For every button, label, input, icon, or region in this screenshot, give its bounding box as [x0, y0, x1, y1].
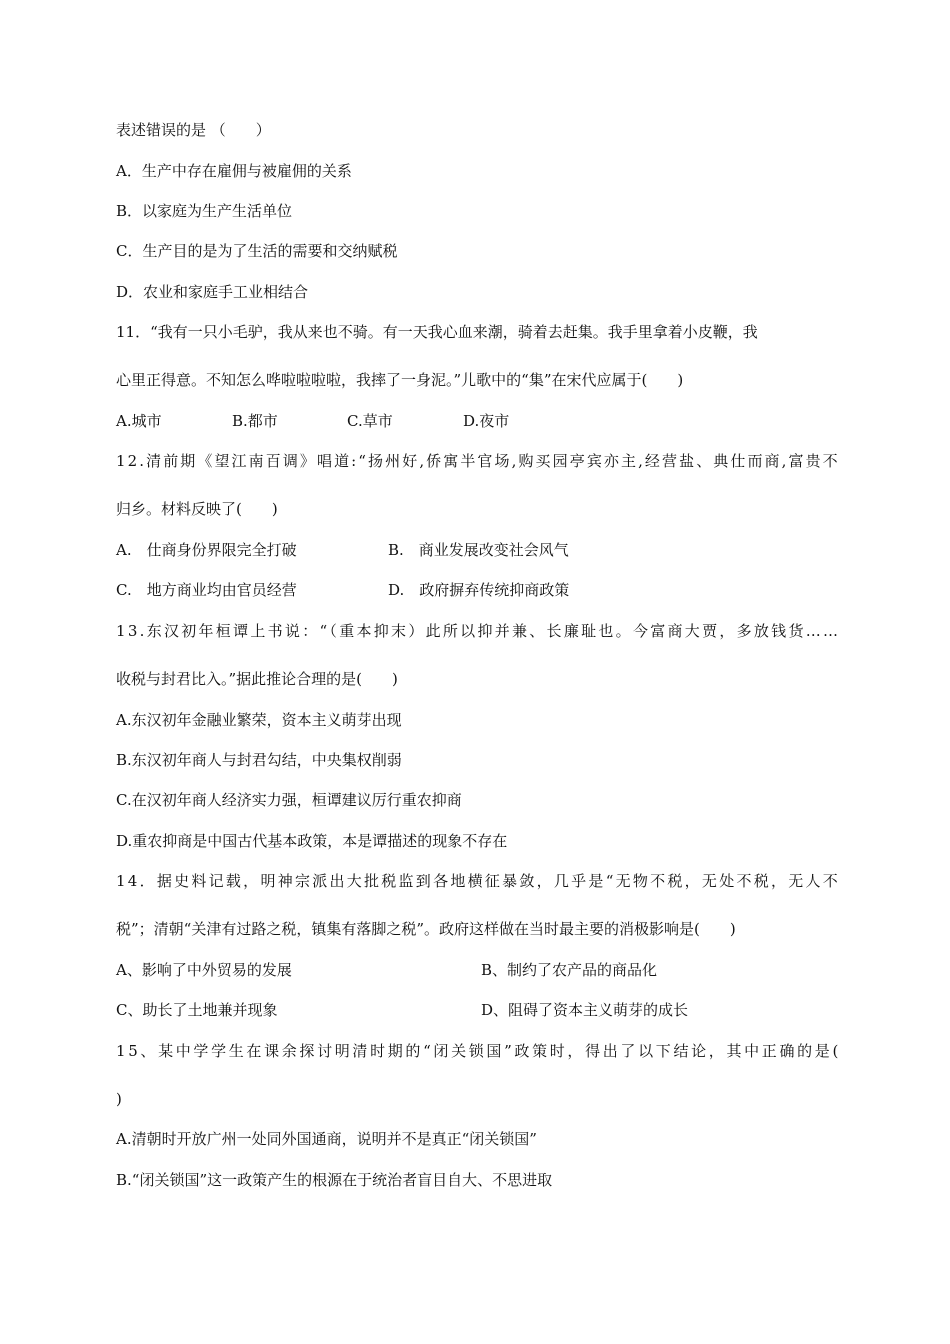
- q12-option-a: A. 仕商身份界限完全打破: [116, 541, 297, 559]
- q10-option-c: C．生产目的是为了生活的需要和交纳赋税: [116, 242, 398, 260]
- q12-option-c: C. 地方商业均由官员经营: [116, 581, 297, 599]
- q15-stem-line2: ): [116, 1090, 122, 1108]
- q13-option-a: A.东汉初年金融业繁荣，资本主义萌芽出现: [116, 711, 402, 729]
- q14-option-c: C、助长了土地兼并现象: [116, 1001, 278, 1019]
- q12-stem-line1: 12.清前期《望江南百调》唱道:“扬州好,侨寓半官场,购买园亭宾亦主,经营盐、典仕而商,富贵不: [116, 452, 840, 470]
- q15-option-b: B.“闭关锁国”这一政策产生的根源在于统治者盲目自大、不思进取: [116, 1171, 553, 1189]
- q15-option-a: A.清朝时开放广州一处同外国通商，说明并不是真正“闭关锁国”: [116, 1130, 537, 1148]
- q10-option-a: A．生产中存在雇佣与被雇佣的关系: [116, 162, 352, 180]
- q14-option-d: D、阻碍了资本主义萌芽的成长: [481, 1001, 689, 1019]
- q13-option-c: C.在汉初年商人经济实力强，桓谭建议厉行重农抑商: [116, 791, 462, 809]
- q14-stem-line1: 14．据史料记载，明神宗派出大批税监到各地横征暴敛，几乎是“无物不税，无处不税，无人不: [116, 872, 841, 890]
- q12-stem-line2: 归乡。材料反映了( ): [116, 500, 278, 518]
- q13-stem-line2: 收税与封君比入。”据此推论合理的是( ): [116, 670, 398, 688]
- q12-option-b: B. 商业发展改变社会风气: [388, 541, 569, 559]
- q11-stem-line1: 11．“我有一只小毛驴，我从来也不骑。有一天我心血来潮，骑着去赶集。我手里拿着小皮鞭，我: [116, 323, 758, 341]
- q12-option-d: D. 政府摒弃传统抑商政策: [388, 581, 570, 599]
- q10-option-d: D．农业和家庭手工业相结合: [116, 283, 309, 301]
- q13-option-d: D.重农抑商是中国古代基本政策，本是谭描述的现象不存在: [116, 832, 508, 850]
- q11-option-b: B.都市: [232, 412, 278, 430]
- q14-stem-line2: 税”；清朝“关津有过路之税，镇集有落脚之税”。政府这样做在当时最主要的消极影响是( ): [116, 920, 736, 938]
- q13-stem-line1: 13.东汉初年桓谭上书说：“（重本抑末）此所以抑并兼、长廉耻也。今富商大贾，多放钱货……: [116, 622, 841, 640]
- q11-stem-line2: 心里正得意。不知怎么哗啦啦啦啦，我摔了一身泥。”儿歌中的“集”在宋代应属于( ): [116, 371, 684, 389]
- q10-stem-end: 表述错误的是 （ ）: [116, 121, 271, 139]
- q11-option-d: D.夜市: [463, 412, 510, 430]
- q14-option-b: B、制约了农产品的商品化: [481, 961, 658, 979]
- q14-option-a: A、影响了中外贸易的发展: [116, 961, 292, 979]
- q10-option-b: B．以家庭为生产生活单位: [116, 202, 293, 220]
- q13-option-b: B.东汉初年商人与封君勾结，中央集权削弱: [116, 751, 402, 769]
- q11-option-c: C.草市: [347, 412, 393, 430]
- q15-stem-line1: 15、某中学学生在课余探讨明清时期的“闭关锁国”政策时，得出了以下结论，其中正确的是(: [116, 1042, 841, 1060]
- q11-option-a: A.城市: [116, 412, 162, 430]
